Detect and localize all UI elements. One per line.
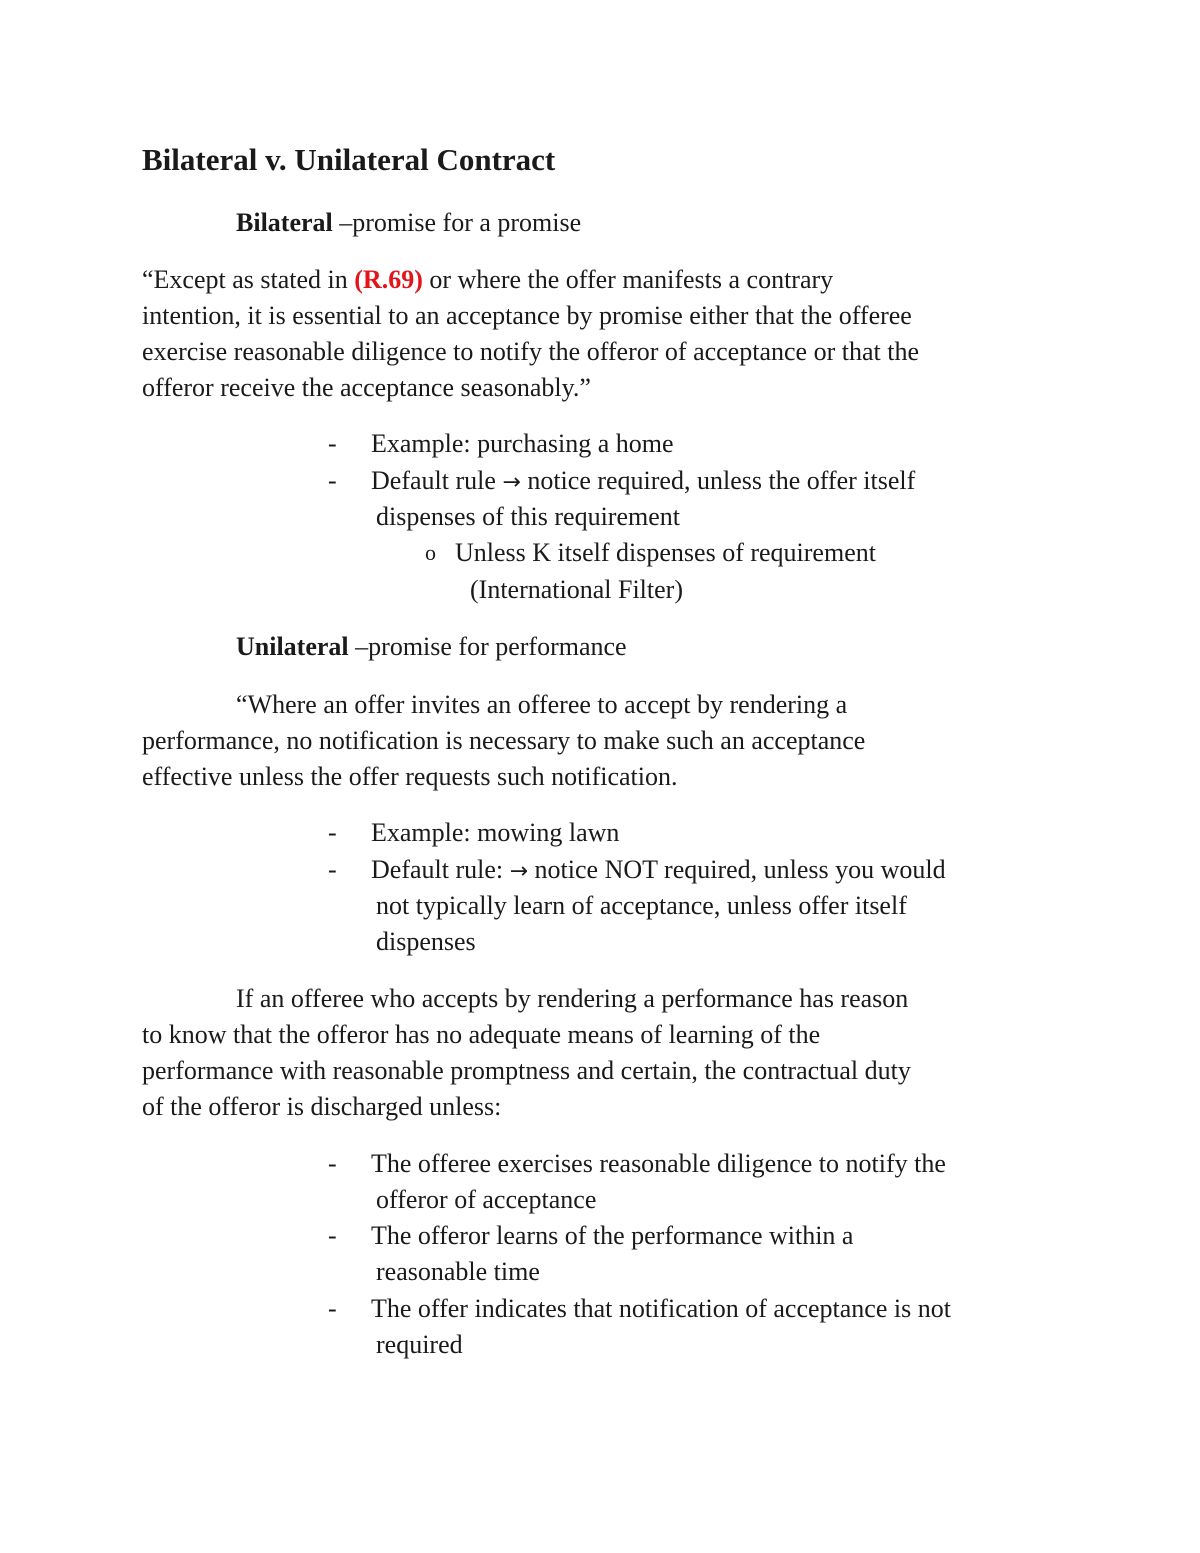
discharge-bullet-3-cont: required: [376, 1330, 463, 1359]
unilateral-quote-line-3: effective unless the offer requests such notification.: [142, 762, 678, 791]
bilateral-quote-pre: “Except as stated in: [142, 265, 355, 294]
discharge-bullet-1-cont: offeror of acceptance: [376, 1185, 597, 1214]
bullet-dash: -: [328, 1221, 337, 1250]
unilateral-bullet-default-rule-cont-2: dispenses: [376, 927, 476, 956]
bullet-dash: -: [328, 1294, 337, 1323]
bullet-dash: -: [328, 466, 337, 495]
bilateral-bullet-default-rule-cont: dispenses of this requirement: [376, 502, 680, 531]
bullet-dash: -: [328, 818, 337, 847]
bullet-dash: -: [328, 429, 337, 458]
discharge-line-3: performance with reasonable promptness and certain, the contractual duty: [142, 1056, 911, 1085]
discharge-line-2: to know that the offeror has no adequate means of learning of the: [142, 1020, 821, 1049]
unilateral-heading-label: Unilateral: [236, 632, 349, 661]
unilateral-quote-line-2: performance, no notification is necessary to make such an acceptance: [142, 726, 866, 755]
unilateral-bullet-default-rule-cont-1: not typically learn of acceptance, unless offer itself: [376, 891, 907, 920]
unilateral-quote-line-1: “Where an offer invites an offeree to accept by rendering a: [236, 690, 848, 719]
unilateral-bullet-example: Example: mowing lawn: [371, 818, 620, 847]
discharge-paragraph: [142, 1017, 1082, 1125]
default-rule-text: notice required, unless the offer itself: [520, 466, 916, 495]
rule-reference: (R.69): [354, 265, 423, 294]
page-title: Bilateral v. Unilateral Contract: [142, 142, 556, 177]
right-arrow-icon: →: [502, 470, 521, 495]
discharge-bullet-1: The offeree exercises reasonable diligence to notify the: [371, 1149, 946, 1178]
discharge-bullet-3: The offer indicates that notification of acceptance is not: [371, 1294, 951, 1323]
bilateral-heading-description: –promise for a promise: [332, 208, 582, 237]
bilateral-quote-line-2: intention, it is essential to an acceptance by promise either that the offeree: [142, 301, 912, 330]
unilateral-heading-description: –promise for performance: [348, 632, 627, 661]
default-rule-text: notice NOT required, unless you would: [528, 855, 946, 884]
default-rule-label: Default rule: [371, 466, 503, 495]
bilateral-heading-label: Bilateral: [236, 208, 333, 237]
sub-bullet-circle: o: [425, 540, 436, 565]
discharge-line-4: of the offeror is discharged unless:: [142, 1092, 502, 1121]
right-arrow-icon: →: [509, 859, 529, 884]
discharge-bullet-2: The offeror learns of the performance within a: [371, 1221, 854, 1250]
bilateral-quote: [142, 262, 1082, 406]
discharge-line-1: If an offeree who accepts by rendering a performance has reason: [236, 984, 909, 1013]
discharge-bullet-2-cont: reasonable time: [376, 1257, 540, 1286]
bilateral-sub-bullet: Unless K itself dispenses of requirement: [455, 538, 876, 567]
bullet-dash: -: [328, 1149, 337, 1178]
bilateral-bullet-example: Example: purchasing a home: [371, 429, 674, 458]
bilateral-quote-line-3: exercise reasonable diligence to notify the offeror of acceptance or that the: [142, 337, 919, 366]
bilateral-quote-line-4: offeror receive the acceptance seasonably.”: [142, 373, 591, 402]
unilateral-quote: [142, 723, 1082, 795]
unilateral-bullet-default-rule: [371, 852, 946, 890]
default-rule-label: Default rule:: [371, 855, 510, 884]
bilateral-quote-post: or where the offer manifests a contrary: [422, 265, 834, 294]
bilateral-sub-bullet-cont: (International Filter): [470, 575, 683, 604]
bilateral-bullet-default-rule: [371, 463, 915, 501]
bilateral-heading: [236, 205, 581, 241]
bullet-dash: -: [328, 855, 337, 884]
unilateral-heading: [236, 629, 627, 665]
bilateral-quote-line-1: [142, 262, 1082, 298]
